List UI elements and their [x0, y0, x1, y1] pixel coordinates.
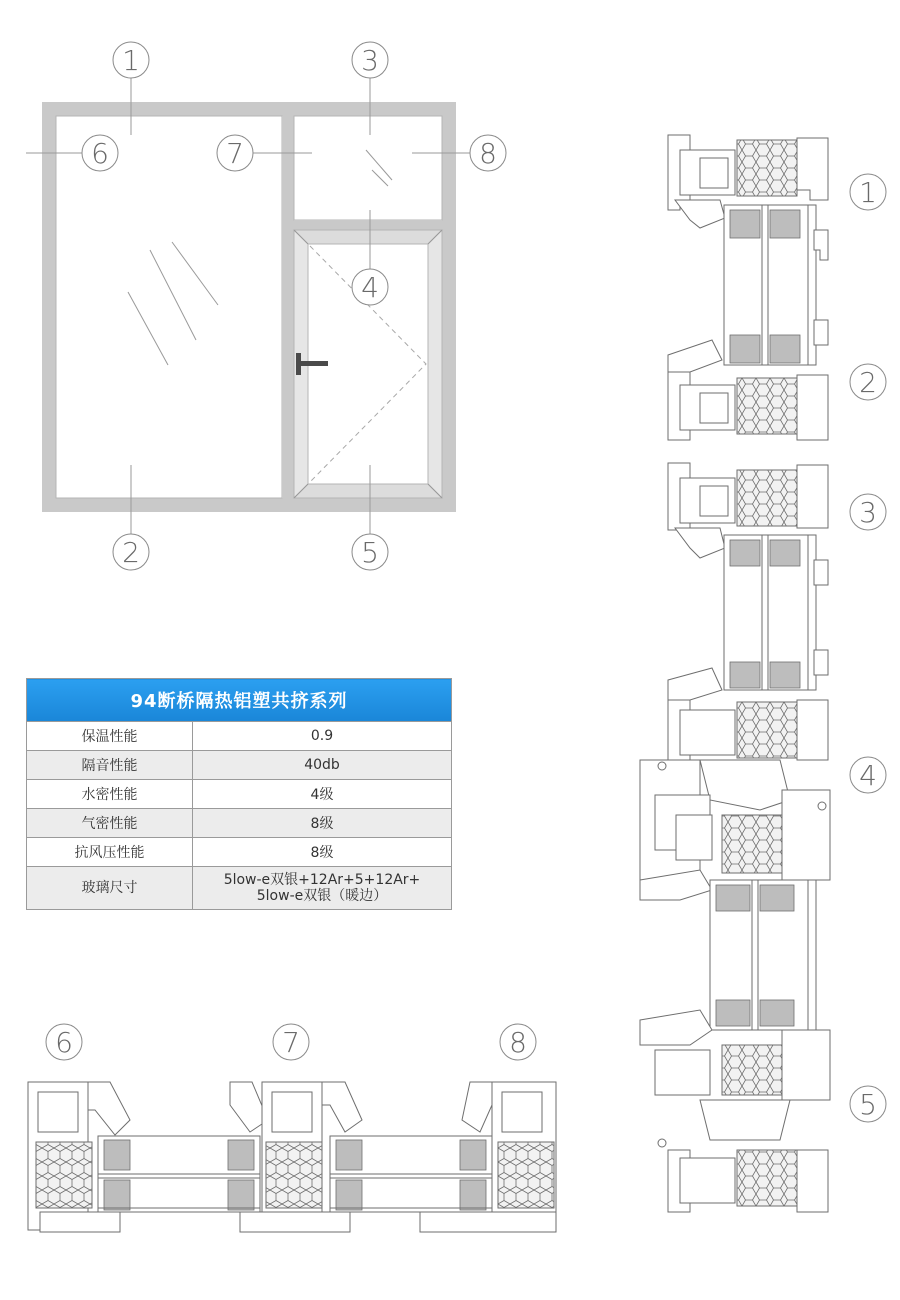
table-row	[27, 809, 452, 838]
row-value: 40db	[193, 751, 452, 780]
vertical-section	[640, 135, 830, 1212]
section-callout-4: 4	[859, 759, 877, 792]
row-label: 玻璃尺寸	[27, 867, 193, 910]
row-label: 水密性能	[27, 780, 193, 809]
callout-1: 1	[122, 44, 140, 77]
callout-2: 2	[122, 536, 140, 569]
row-value: 0.9	[193, 722, 452, 751]
callout-8: 8	[479, 137, 497, 170]
row-label: 隔音性能	[27, 751, 193, 780]
table-row	[27, 838, 452, 867]
row-label: 保温性能	[27, 722, 193, 751]
section-block-5	[640, 1010, 830, 1212]
row-label: 抗风压性能	[27, 838, 193, 867]
section-callout-6: 6	[55, 1026, 73, 1059]
row-value-line-2: 5low-e双银（暖边）	[256, 888, 388, 904]
section-callout-5: 5	[859, 1088, 877, 1121]
section-block-2	[668, 372, 828, 440]
section-callout-2: 2	[859, 366, 877, 399]
callout-4: 4	[361, 271, 379, 304]
row-value: 4级	[193, 780, 452, 809]
callout-5: 5	[361, 536, 379, 569]
section-callout-8: 8	[509, 1026, 527, 1059]
callout-6: 6	[91, 137, 109, 170]
fixed-pane-top	[294, 116, 442, 220]
section-callout-3: 3	[859, 496, 877, 529]
mullion	[282, 116, 294, 498]
horizontal-section	[28, 1082, 556, 1232]
table-row	[27, 751, 452, 780]
row-value	[193, 867, 452, 910]
transom	[294, 220, 442, 230]
section-callout-7: 7	[282, 1026, 300, 1059]
callout-3: 3	[361, 44, 379, 77]
table-row	[27, 722, 452, 751]
horizontal-section-callouts	[46, 1024, 536, 1060]
section-callout-1: 1	[859, 176, 877, 209]
vertical-section-callouts	[850, 174, 886, 1122]
table-row	[27, 867, 452, 910]
callout-7: 7	[226, 137, 244, 170]
row-value: 8级	[193, 838, 452, 867]
section-block-4	[640, 700, 830, 1030]
performance-spec-table	[26, 678, 452, 910]
fixed-pane-left	[56, 116, 282, 498]
row-label: 气密性能	[27, 809, 193, 838]
table-row	[27, 780, 452, 809]
table-title: 94断桥隔热铝塑共挤系列	[27, 679, 452, 722]
section-block-1	[668, 135, 828, 372]
section-block-3	[668, 463, 828, 700]
row-value-line-1: 5low-e双银+12Ar+5+12Ar+	[223, 872, 421, 888]
row-value: 8级	[193, 809, 452, 838]
